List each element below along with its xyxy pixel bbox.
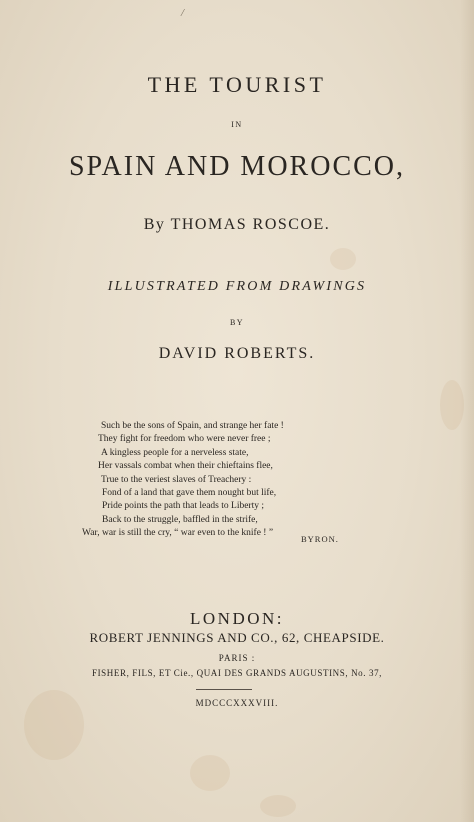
imprint-city-secondary: PARIS : xyxy=(218,653,256,663)
poem-line: Pride points the path that leads to Liberty ; xyxy=(102,501,264,512)
foxing-stain xyxy=(440,380,464,430)
divider-rule xyxy=(196,689,252,690)
illustrator-by: BY xyxy=(229,318,245,327)
book-title-places: SPAIN AND MOROCCO, xyxy=(68,151,406,182)
foxing-stain xyxy=(260,795,296,817)
poem-line: They fight for freedom who were never free ; xyxy=(98,434,271,445)
illustration-credit: ILLUSTRATED FROM DRAWINGS xyxy=(107,279,367,294)
epigraph-poem xyxy=(82,420,342,541)
epigraph-attribution: BYRON. xyxy=(301,534,339,544)
foxing-stain xyxy=(190,755,230,791)
imprint-publisher-secondary: FISHER, FILS, ET Cie., QUAI DES GRANDS AUGUSTINS, No. 37, xyxy=(91,668,383,678)
poem-line: Back to the struggle, baffled in the strife, xyxy=(102,514,258,525)
poem-line: Fond of a land that gave them nought but life, xyxy=(102,488,277,499)
poem-line: True to the veriest slaves of Treachery : xyxy=(101,474,252,485)
imprint-publisher: ROBERT JENNINGS AND CO., 62, CHEAPSIDE. xyxy=(89,630,385,645)
pencil-mark: / xyxy=(181,7,185,19)
imprint-city: LONDON: xyxy=(190,609,284,628)
poem-line: Her vassals combat when their chieftains flee, xyxy=(98,461,273,472)
illustrator-name: DAVID ROBERTS. xyxy=(158,345,316,362)
author-byline: By THOMAS ROSCOE. xyxy=(143,216,331,233)
book-title: THE TOURIST xyxy=(147,72,327,97)
poem-line: Such be the sons of Spain, and strange her fate ! xyxy=(101,421,284,431)
publication-date: MDCCCXXXVIII. xyxy=(195,698,279,708)
title-connector: IN xyxy=(231,120,243,129)
foxing-stain xyxy=(330,248,356,270)
poem-line: A kingless people for a nerveless state, xyxy=(101,447,249,458)
poem-line: War, war is still the cry, “ war even to the knife ! ” xyxy=(82,528,274,539)
